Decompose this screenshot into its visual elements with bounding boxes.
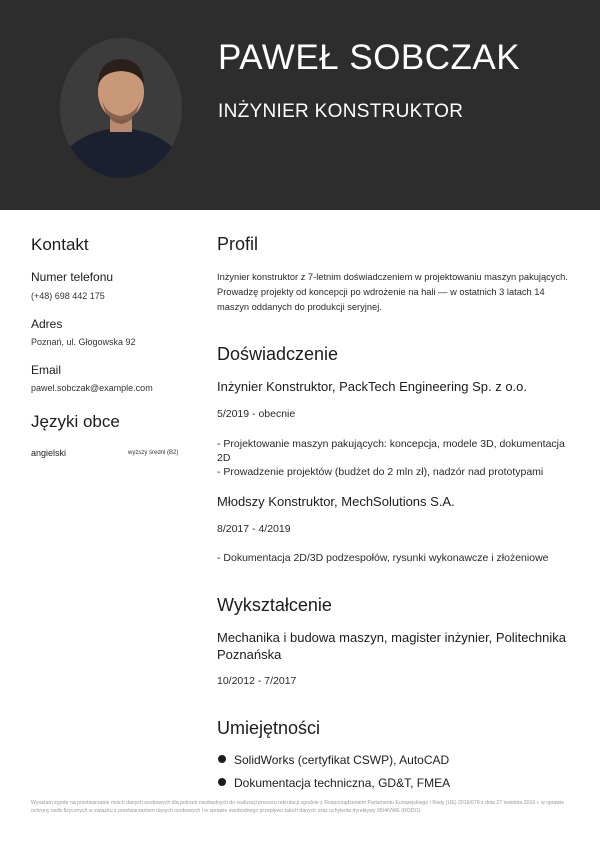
phone-label: Numer telefonu xyxy=(31,270,114,284)
skill-text: SolidWorks (certyfikat CSWP), AutoCAD xyxy=(234,753,450,767)
job-role: INŻYNIER KONSTRUKTOR xyxy=(218,101,464,122)
language-name: angielski xyxy=(31,448,67,458)
experience-section-title: Doświadczenie xyxy=(217,344,339,364)
profile-section-title: Profil xyxy=(217,234,259,254)
skill-text: Dokumentacja techniczna, GD&T, FMEA xyxy=(234,776,451,790)
address-label: Adres xyxy=(31,317,63,331)
language-level: wyższy średni (B2) xyxy=(128,450,179,456)
education-dates: 10/2012 - 7/2017 xyxy=(217,675,297,687)
person-photo-icon xyxy=(60,38,182,178)
email-value: pawel.sobczak@example.com xyxy=(31,383,153,393)
address-value: Poznań, ul. Głogowska 92 xyxy=(31,337,136,347)
job-description: - Dokumentacja 2D/3D podzespołów, rysunki wykonawcze i złożeniowe xyxy=(217,552,549,564)
job-description: - Projektowanie maszyn pakujących: koncepcja, modele 3D, dokumentacja 2D - Prowadzenie projektów (budżet do 2 mln zł), nadzór nad prototypami xyxy=(217,438,565,478)
bullet-icon xyxy=(218,778,226,786)
profile-photo xyxy=(60,38,182,178)
skills-section-title: Umiejętności xyxy=(217,718,321,738)
education-section-title: Wykształcenie xyxy=(217,595,332,615)
job-title: Inżynier Konstruktor, PackTech Engineering Sp. z o.o. xyxy=(217,379,528,394)
job-dates: 5/2019 - obecnie xyxy=(217,408,296,420)
person-name: PAWEŁ SOBCZAK xyxy=(218,38,521,77)
contact-section-title: Kontakt xyxy=(31,235,89,254)
email-label: Email xyxy=(31,363,62,377)
header-banner xyxy=(0,0,600,210)
bullet-icon xyxy=(218,755,226,763)
languages-section-title: Języki obce xyxy=(31,412,120,431)
job-dates: 8/2017 - 4/2019 xyxy=(217,523,291,535)
education-title: Mechanika i budowa maszyn, magister inżynier, Politechnika Poznańska xyxy=(217,630,567,662)
phone-value: (+48) 698 442 175 xyxy=(31,291,105,301)
skill-item xyxy=(218,776,450,790)
skill-item xyxy=(218,753,449,767)
job-title: Młodszy Konstruktor, MechSolutions S.A. xyxy=(217,494,455,509)
profile-text: Inżynier konstruktor z 7-letnim doświadczeniem w projektowaniu maszyn pakujących. Prowadzę projekty od koncepcji po wdrożenie na hali — w ostatnich 3 latach 14 maszyn oddanych do produkcji seryjnej. xyxy=(217,272,568,312)
gdpr-consent-clause: Wyrażam zgodę na przetwarzanie moich danych osobowych dla potrzeb niezbędnych do realizacji procesu rekrutacji zgodnie z Rozporządzeniem Parlamentu Europejskiego i Rady (UE) 2016/679 z dnia 27 kwietnia 2016 r. w sprawie ochrony osób fizycznych w związku z przetwarzaniem danych osobowych i w sprawie swobodnego przepływu takich danych oraz uchylenia dyrektywy 95/46/WE (RODO). xyxy=(31,800,565,814)
